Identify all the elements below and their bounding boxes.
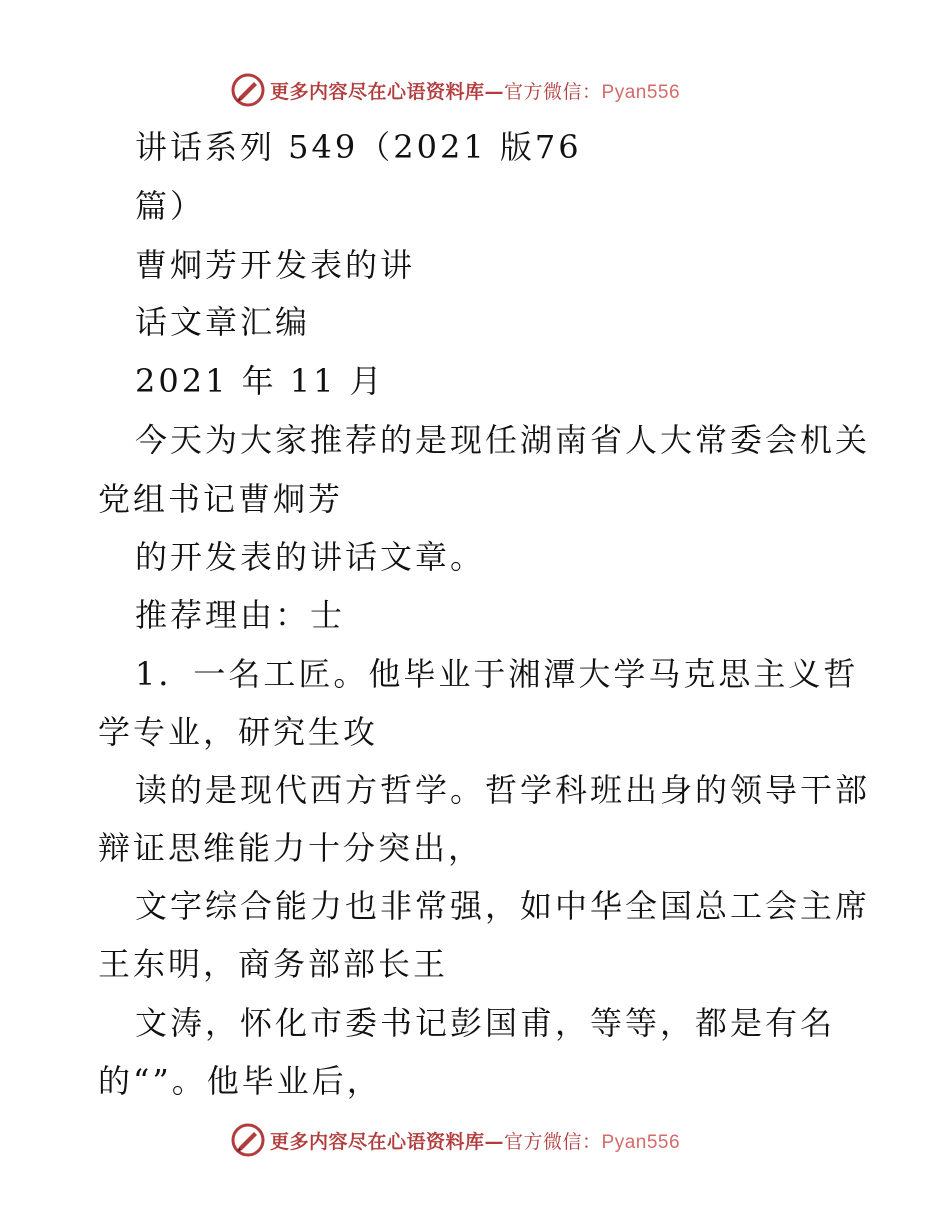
- text-line: 文字综合能力也非常强，如中华全国总工会主席: [135, 887, 871, 925]
- text-line: 推荐理由：士: [135, 596, 346, 634]
- text-line: 读的是现代西方哲学。哲学科班出身的领导干部: [135, 771, 871, 809]
- text-line: 讲话系列 549（2021 版76: [135, 128, 582, 166]
- pen-logo-icon: [230, 72, 266, 108]
- text-line: 王东明，商务部部长王: [98, 945, 449, 983]
- text-line: 2021 年 11 月: [135, 362, 385, 400]
- footer-text: [270, 1127, 680, 1154]
- text-line: 话文章汇编: [135, 303, 311, 341]
- text-line: 1．一名工匠。他毕业于湘潭大学马克思主义哲: [135, 655, 859, 693]
- text-line: 今天为大家推荐的是现任湖南省人大常委会机关: [135, 421, 871, 459]
- footer-wechat-id: Pyan556: [601, 1131, 681, 1153]
- header-banner: [230, 70, 730, 110]
- footer-site: 更多内容尽在心语资料库: [270, 1130, 485, 1153]
- footer-dash: —: [484, 1130, 505, 1153]
- footer-official: 官方微信：: [504, 1130, 602, 1153]
- text-line: 篇）: [135, 187, 206, 225]
- footer-banner: [230, 1120, 730, 1160]
- header-wechat-id: Pyan556: [601, 81, 681, 103]
- header-dash: —: [484, 80, 505, 103]
- header-site: 更多内容尽在心语资料库: [270, 80, 485, 103]
- header-text: [270, 77, 680, 104]
- text-line: 文涛，怀化市委书记彭国甫，等等，都是有名: [135, 1004, 836, 1042]
- header-official: 官方微信：: [504, 80, 602, 103]
- text-line: 辩证思维能力十分突出，: [98, 829, 484, 867]
- text-line: 的开发表的讲话文章。: [135, 538, 486, 576]
- pen-logo-icon: [230, 1122, 266, 1158]
- text-line: 学专业，研究生攻: [98, 713, 379, 751]
- text-line: 的“”。他毕业后，: [98, 1062, 382, 1100]
- text-line: 党组书记曹炯芳: [98, 480, 344, 518]
- text-line: 曹炯芳开发表的讲: [135, 246, 416, 284]
